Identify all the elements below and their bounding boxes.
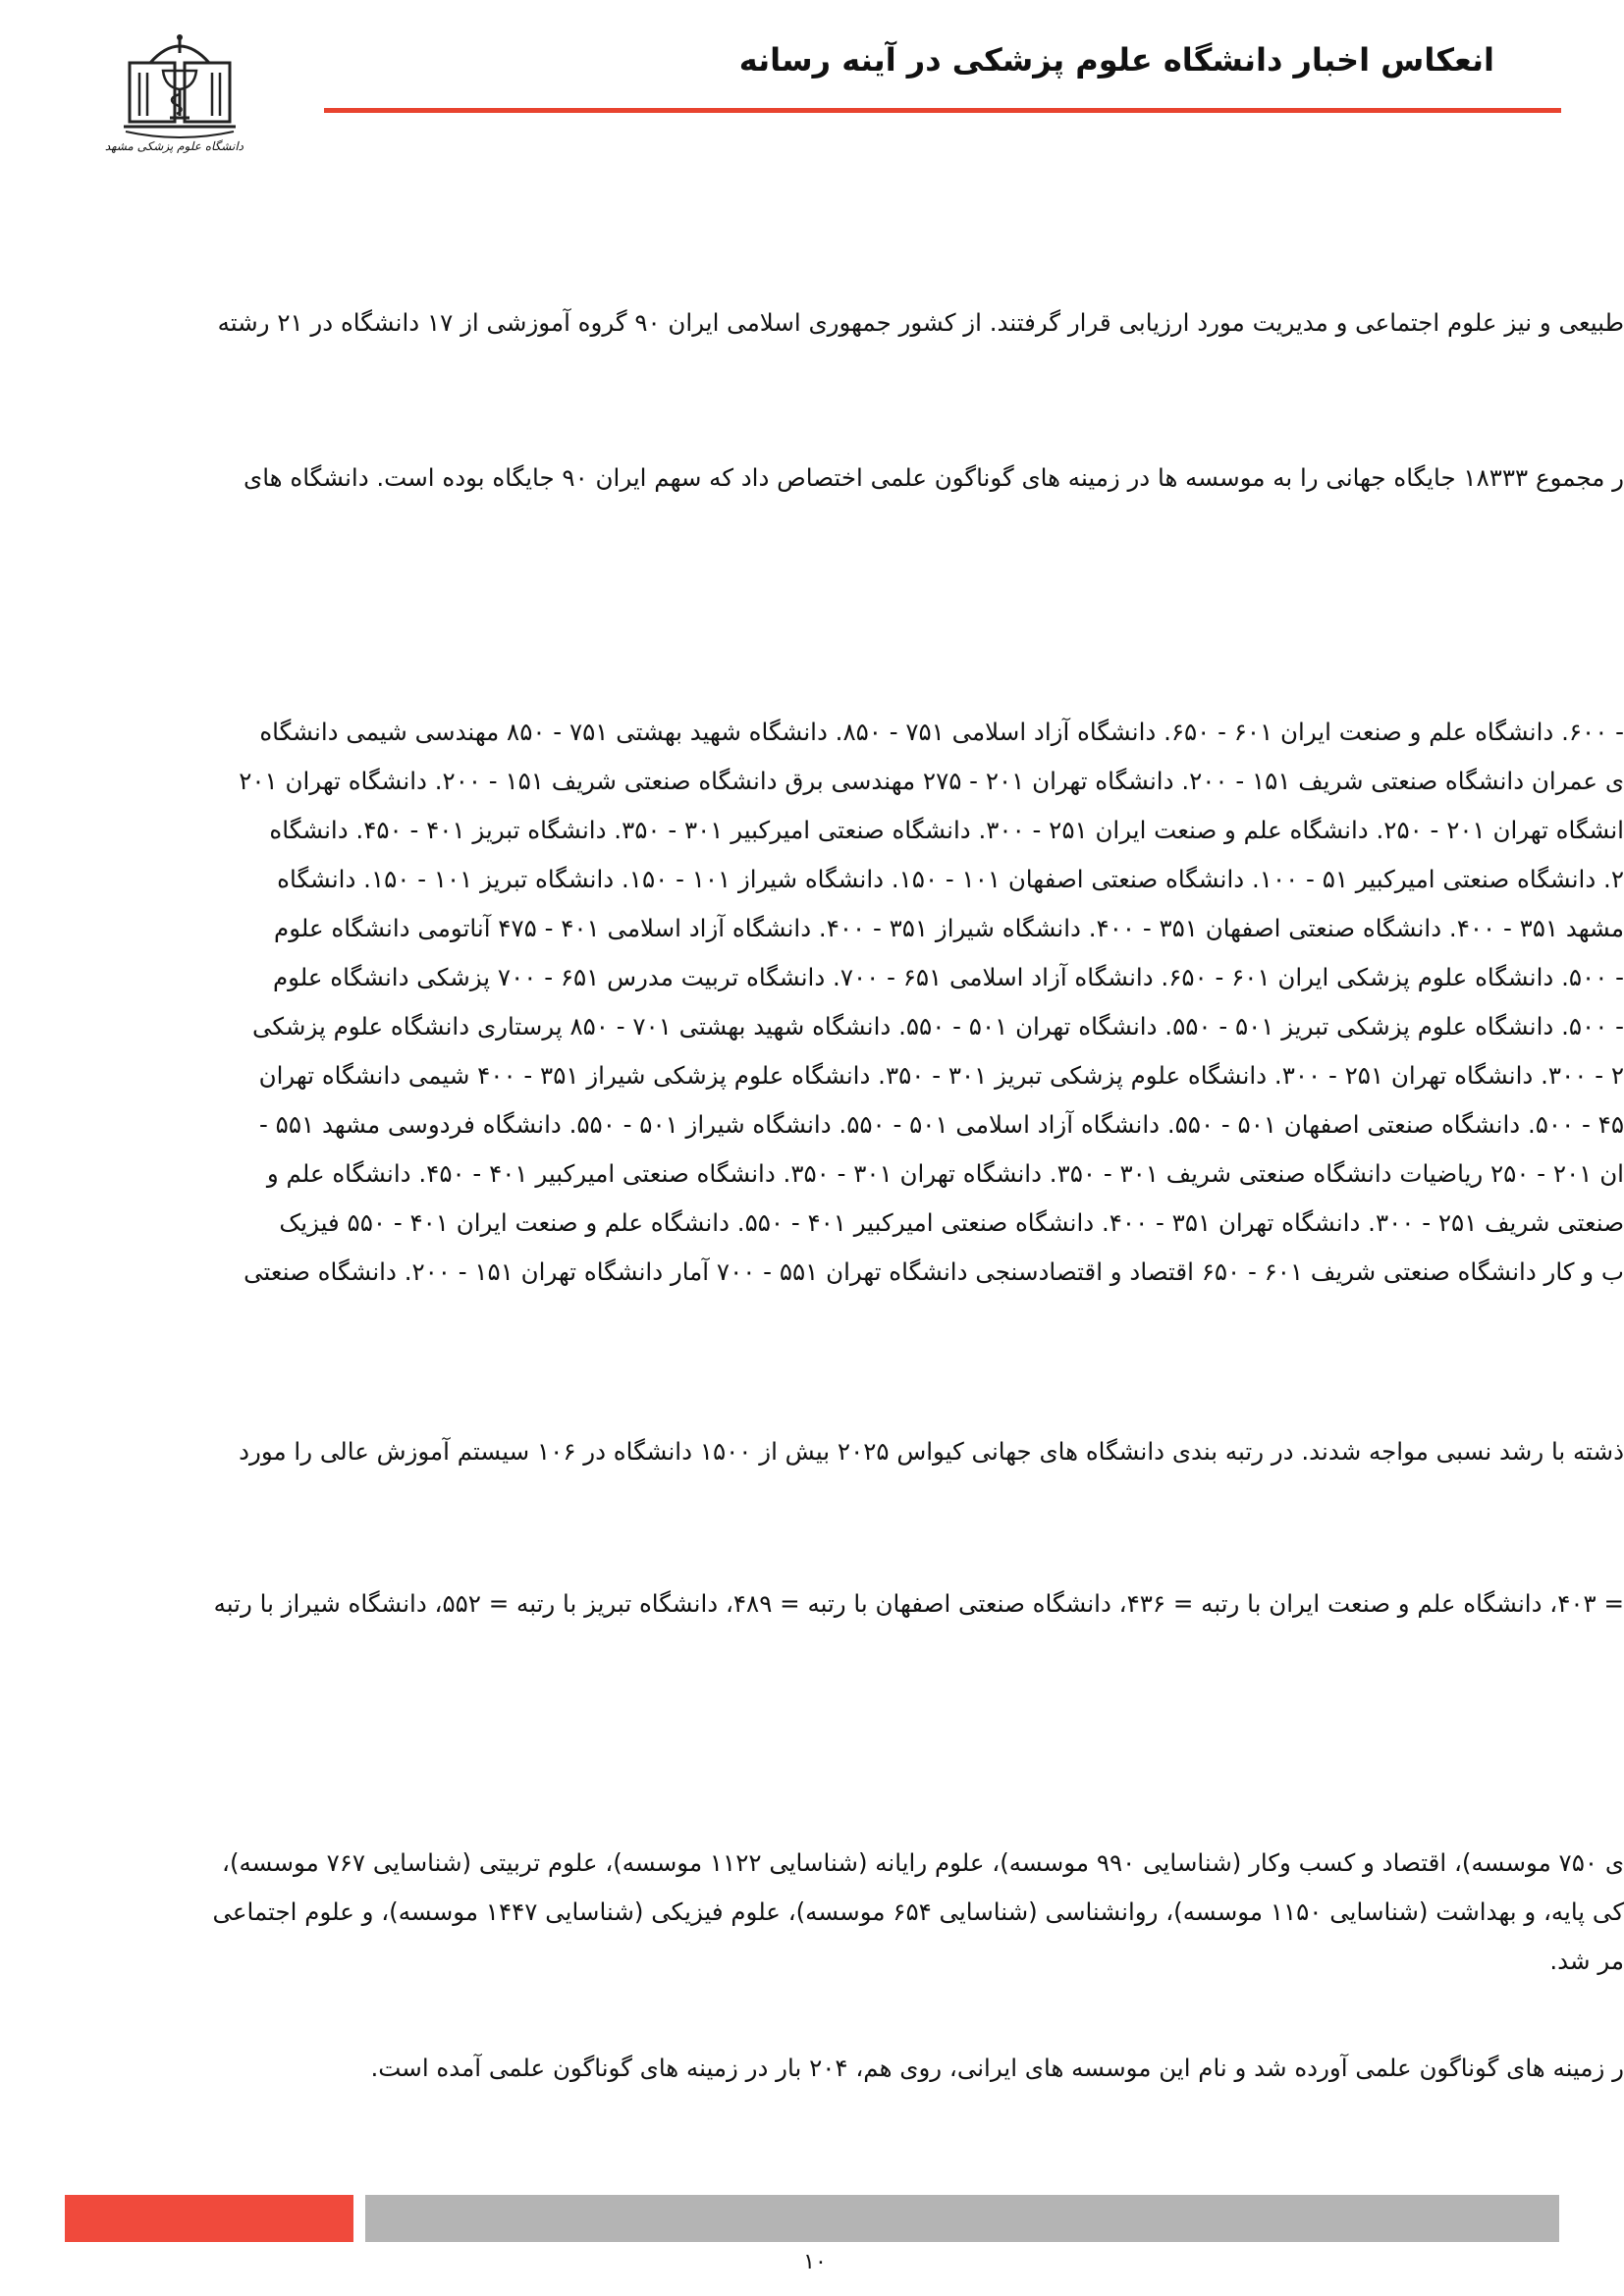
text-line: - ۵۰۰. دانشگاه علوم پزشکی تبریز ۵۰۱ - ۵۵۰. دانشگاه تهران ۵۰۱ - ۵۵۰. دانشگاه شهید بهشتی ۷۰۱ - ۸۵۰ پرستاری دانشگاه علوم پزشکی: [251, 1012, 1624, 1041]
text-line: - ۵۰۰. دانشگاه علوم پزشکی ایران ۶۰۱ - ۶۵۰. دانشگاه آزاد اسلامی ۶۵۱ - ۷۰۰. دانشگاه تربیت مدرس ۶۵۱ - ۷۰۰ پزشکی دانشگاه علوم: [272, 963, 1624, 991]
text-line: ان ۲۰۱ - ۲۵۰ ریاضیات دانشگاه صنعتی شریف ۳۰۱ - ۳۵۰. دانشگاه تهران ۳۰۱ - ۳۵۰. دانشگاه صنعتی امیرکبیر ۴۰۱ - ۴۵۰. دانشگاه علم و: [266, 1159, 1624, 1188]
text-line: ر مجموع ۱۸۳۳۳ جایگاه جهانی را به موسسه ها در زمینه های گوناگون علمی اختصاص داد که سهم ایران ۹۰ جایگاه بوده است. دانشگاه های: [244, 463, 1624, 492]
text-line: صنعتی شریف ۲۵۱ - ۳۰۰. دانشگاه تهران ۳۵۱ - ۴۰۰. دانشگاه صنعتی امیرکبیر ۴۰۱ - ۵۵۰. دانشگاه علم و صنعت ایران ۴۰۱ - ۵۵۰ فیزیک: [279, 1208, 1624, 1237]
university-logo: [104, 33, 244, 166]
text-line: مر شد.: [1549, 1947, 1624, 1975]
text-line: طبیعی و نیز علوم اجتماعی و مدیریت مورد ارزیابی قرار گرفتند. از کشور جمهوری اسلامی ایران ۹۰ گروه آموزشی از ۱۷ دانشگاه در ۲۱ رشته: [217, 308, 1624, 337]
text-line: ۲. دانشگاه صنعتی امیرکبیر ۵۱ - ۱۰۰. دانشگاه صنعتی اصفهان ۱۰۱ - ۱۵۰. دانشگاه شیراز ۱۰۱ - ۱۵۰. دانشگاه تبریز ۱۰۱ - ۱۵۰. دانشگاه: [277, 865, 1624, 893]
page-header-title: انعکاس اخبار دانشگاه علوم پزشکی در آینه رسانه: [738, 41, 1494, 79]
text-line: ب و کار دانشگاه صنعتی شریف ۶۰۱ - ۶۵۰ اقتصاد و اقتصادسنجی دانشگاه تهران ۵۵۱ - ۷۰۰ آمار دانشگاه تهران ۱۵۱ - ۲۰۰. دانشگاه صنعتی: [244, 1257, 1624, 1286]
text-line: ذشته با رشد نسبی مواجه شدند. در رتبه بندی دانشگاه های جهانی کیواس ۲۰۲۵ بیش از ۱۵۰۰ دانشگاه در ۱۰۶ سیستم آموزش عالی را مورد: [239, 1437, 1624, 1466]
text-line: = ۴۰۳، دانشگاه علم و صنعت ایران با رتبه = ۴۳۶، دانشگاه صنعتی اصفهان با رتبه = ۴۸۹، دانشگاه تبریز با رتبه = ۵۵۲، دانشگاه شیراز با رتبه: [213, 1589, 1624, 1618]
text-line: انشگاه تهران ۲۰۱ - ۲۵۰. دانشگاه علم و صنعت ایران ۲۵۱ - ۳۰۰. دانشگاه صنعتی امیرکبیر ۳۰۱ - ۳۵۰. دانشگاه تبریز ۴۰۱ - ۴۵۰. دانشگاه: [269, 816, 1624, 844]
text-line: کی پایه، و بهداشت (شناسایی ۱۱۵۰ موسسه)، روانشناسی (شناسایی ۶۵۴ موسسه)، علوم فیزیکی (شناسایی ۱۴۴۷ موسسه)، و علوم اجتماعی: [212, 1897, 1624, 1926]
logo-caption: دانشگاه علوم پزشکی مشهد: [104, 139, 244, 153]
footer-red-bar: [65, 2195, 353, 2242]
header-rule: [324, 108, 1561, 113]
footer-gray-bar: [365, 2195, 1559, 2242]
page-number: ۱۰: [803, 2250, 827, 2274]
text-line: ۲ - ۳۰۰. دانشگاه تهران ۲۵۱ - ۳۰۰. دانشگاه علوم پزشکی تبریز ۳۰۱ - ۳۵۰. دانشگاه علوم پزشکی شیراز ۳۵۱ - ۴۰۰ شیمی دانشگاه تهران: [258, 1061, 1624, 1090]
text-line: ۴۵ - ۵۰۰. دانشگاه صنعتی اصفهان ۵۰۱ - ۵۵۰. دانشگاه آزاد اسلامی ۵۰۱ - ۵۵۰. دانشگاه شیراز ۵۰۱ - ۵۵۰. دانشگاه فردوسی مشهد ۵۵۱ -: [259, 1110, 1624, 1139]
text-line: ی ۷۵۰ موسسه)، اقتصاد و کسب وکار (شناسایی ۹۹۰ موسسه)، علوم رایانه (شناسایی ۱۱۲۲ موسسه)، علوم تربیتی (شناسایی ۷۶۷ موسسه)،: [222, 1848, 1624, 1877]
text-line: مشهد ۳۵۱ - ۴۰۰. دانشگاه صنعتی اصفهان ۳۵۱ - ۴۰۰. دانشگاه شیراز ۳۵۱ - ۴۰۰. دانشگاه آزاد اسلامی ۴۰۱ - ۴۷۵ آناتومی دانشگاه علوم: [274, 914, 1624, 942]
text-line: ی عمران دانشگاه صنعتی شریف ۱۵۱ - ۲۰۰. دانشگاه تهران ۲۰۱ - ۲۷۵ مهندسی برق دانشگاه صنعتی شریف ۱۵۱ - ۲۰۰. دانشگاه تهران ۲۰۱: [239, 767, 1624, 795]
text-line: - ۶۰۰. دانشگاه علم و صنعت ایران ۶۰۱ - ۶۵۰. دانشگاه آزاد اسلامی ۷۵۱ - ۸۵۰. دانشگاه شهید بهشتی ۷۵۱ - ۸۵۰ مهندسی شیمی دانشگاه: [259, 718, 1624, 746]
text-line: ر زمینه های گوناگون علمی آورده شد و نام این موسسه های ایرانی، روی هم، ۲۰۴ بار در زمینه های گوناگون علمی آمده است.: [370, 2054, 1624, 2082]
